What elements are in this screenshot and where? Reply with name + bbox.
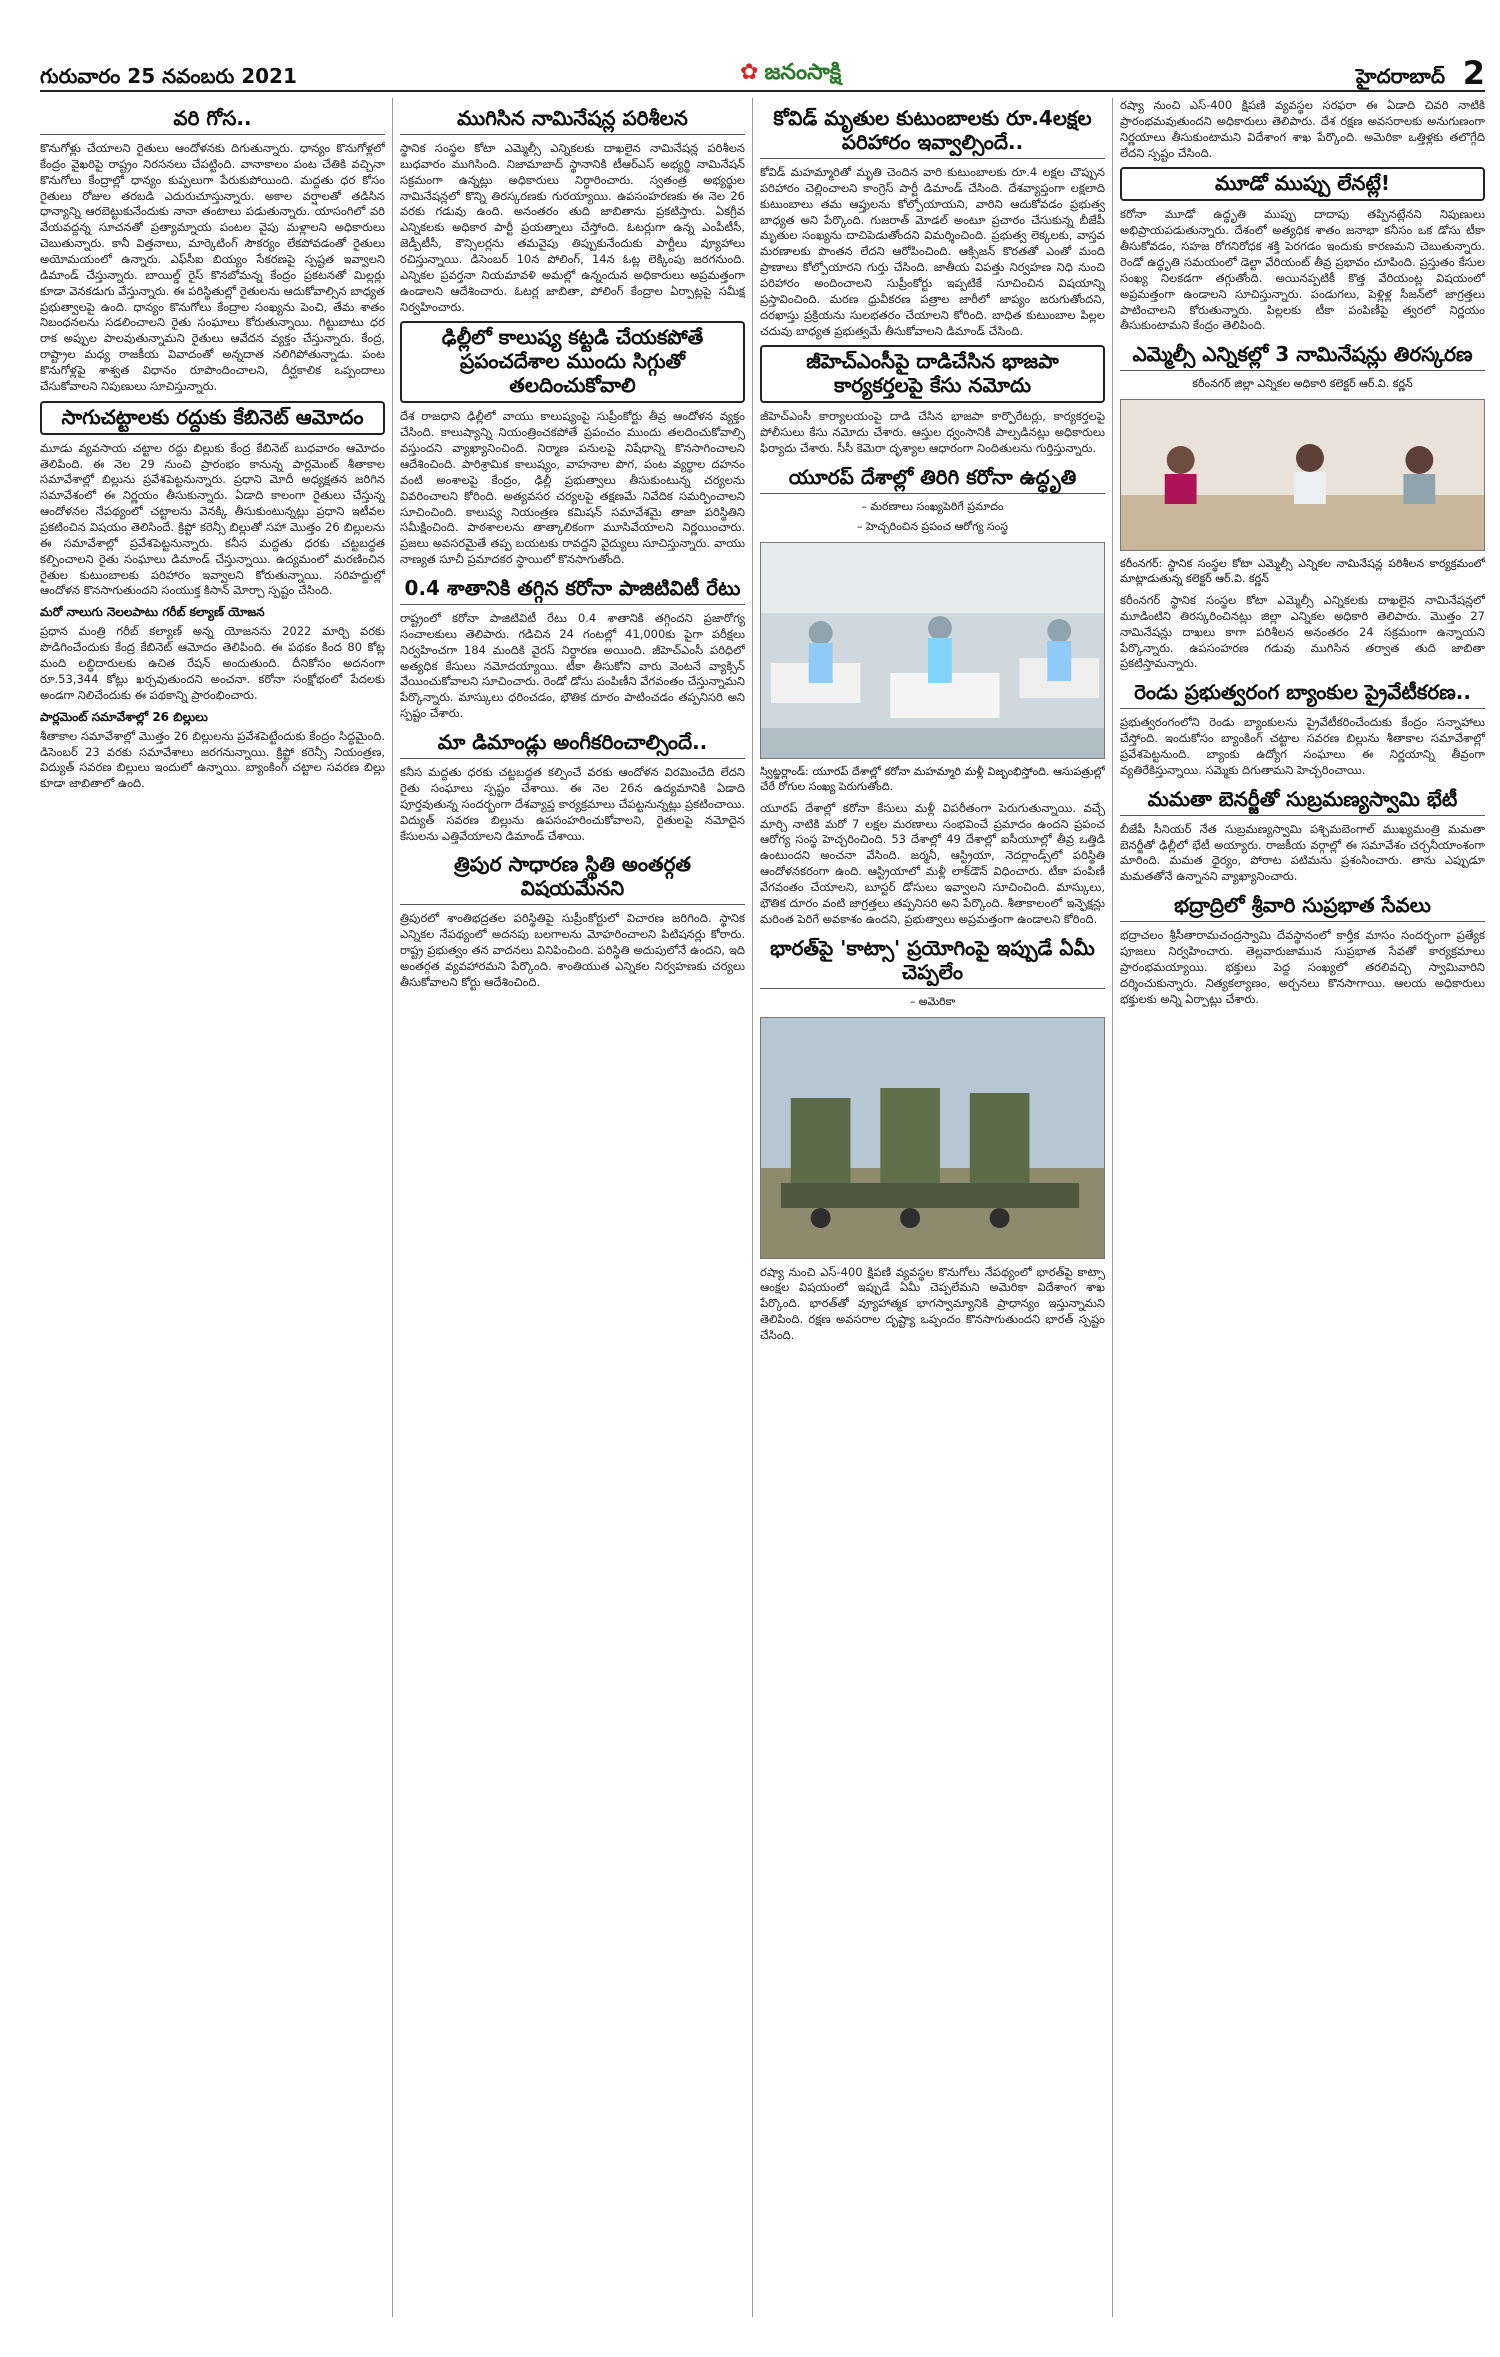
hospital-photo [760, 542, 1105, 759]
article-body: కోవిడ్ మహమ్మారితో మృతి చెందిన వారి కుటుంబాలకు రూ.4 లక్షల చొప్పున పరిహారం చెల్లించాలని కాంగ్రెస్ పార్టీ డిమాండ్ చేసింది. దేశవ్యాప్తంగా లక్షలాది కుటుంబాలు తమ ఆప్తులను కోల్పోయాయని, వారిని ఆదుకోవడం ప్రభుత్వ బాధ్యత అని పేర్కొంది. గుజరాత్ మోడల్ అంటూ ప్రచారం చేసుకున్న బీజేపీ మృతుల సంఖ్యను దాచిపెడుతోందని విమర్శించింది. ప్రభుత్వ లెక్కలకు, వాస్తవ మరణాలకు పొంతన లేదని ఆరోపించింది. ఆక్సిజన్ కొరతతో ఎంతో మంది ప్రాణాలు కోల్పోయారని గుర్తు చేసింది. జాతీయ విపత్తు నిర్వహణ నిధి నుంచి పరిహారం అందించాలని సుప్రీంకోర్టు ఇప్పటికే సూచించిన విషయాన్ని ప్రస్తావించింది. మరణ ధ్రువీకరణ పత్రాల జారీలో జాప్యం జరుగుతోందని, దరఖాస్తు ప్రక్రియను సులభతరం చేయాలని కోరింది. బాధిత కుటుంబాల పిల్లల చదువు బాధ్యత ప్రభుత్వమే తీసుకోవాలని డిమాండ్ చేసింది. [760, 165, 1105, 338]
photo-caption: కరీంనగర్: స్థానిక సంస్థల కోటా ఎమ్మెల్సీ ఎన్నికల నామినేషన్ల పరిశీలన కార్యక్రమంలో మాట్లాడుతున్న కలెక్టర్ ఆర్.వి. కర్ణన్ [1120, 557, 1485, 586]
newspaper-name: జనంసాక్షి [764, 60, 842, 85]
page-number: 2 [1462, 54, 1485, 92]
article-body: జీహెచ్ఎంసీ కార్యాలయంపై దాడి చేసిన భాజపా కార్పొరేటర్లు, కార్యకర్తలపై పోలీసులు కేసు నమోదు చేశారు. ఆస్తుల ధ్వంసానికి పాల్పడినట్లు అధికారులు ఫిర్యాదు చేశారు. సీసీ కెమెరా దృశ్యాల ఆధారంగా నిందితులను గుర్తిస్తున్నారు. [760, 409, 1105, 456]
column-2 [400, 98, 745, 2317]
column-4 [1120, 98, 1485, 2317]
article-body: స్థానిక సంస్థల కోటా ఎమ్మెల్సీ ఎన్నికలకు దాఖలైన నామినేషన్ల పరిశీలన బుధవారం ముగిసింది. నిజామాబాద్ స్థానానికి టీఆర్ఎస్ అభ్యర్థి నామినేషన్ సక్రమంగా ఉన్నట్లు అధికారులు నిర్ధారించారు. స్వతంత్ర అభ్యర్థుల నామినేషన్లలో కొన్ని తిరస్కరణకు గురయ్యాయి. ఉపసంహరణకు ఈ నెల 26 వరకు గడువు ఉంది. అనంతరం తుది జాబితాను ప్రకటిస్తారు. ఏకగ్రీవ ఎన్నికలకు అధికార పార్టీ ప్రయత్నాలు చేస్తోంది. ఓటర్లుగా ఉన్న ఎంపీటీసీ, జెడ్పీటీసీ, కౌన్సిలర్లను తమవైపు తిప్పుకునేందుకు పార్టీలు వ్యూహాలు రచిస్తున్నాయి. డిసెంబర్ 10న పోలింగ్, 14న ఓట్ల లెక్కింపు జరగనుంది. ఎన్నికల ప్రవర్తనా నియమావళి అమల్లో ఉన్నందున అధికారులు అప్రమత్తంగా ఉండాలని ఆదేశించారు. ఓటర్ల జాబితా, పోలింగ్ కేంద్రాల ఏర్పాట్లపై సమీక్ష నిర్వహించారు. [400, 141, 745, 314]
headline: మమతా బెనర్జీతో సుబ్రమణ్యస్వామి భేటీ [1120, 785, 1485, 816]
article-body: కనీస మద్దతు ధరకు చట్టబద్ధత కల్పించే వరకు ఆందోళన విరమించేది లేదని రైతు సంఘాలు స్పష్టం చేశాయి. ఈ నెల 26న ఉద్యమానికి ఏడాది పూర్తవుతున్న సందర్భంగా దేశవ్యాప్త కార్యక్రమాలు చేపట్టనున్నట్లు ప్రకటించాయి. విద్యుత్ సవరణ బిల్లును ఉపసంహరించుకోవాలని, రైతులపై నమోదైన కేసులను ఎత్తివేయాలని డిమాండ్ చేశాయి. [400, 765, 745, 843]
article-body: కరోనా మూడో ఉద్ధృతి ముప్పు దాదాపు తప్పినట్లేనని నిపుణులు అభిప్రాయపడుతున్నారు. దేశంలో అత్యధిక శాతం జనాభా కనీసం ఒక డోసు టీకా తీసుకోవడం, సహజ రోగనిరోధక శక్తి పెరగడం ఇందుకు కారణమని చెబుతున్నారు. రెండో ఉద్ధృతి సమయంలో డెల్టా వేరియంట్ తీవ్ర ప్రభావం చూపింది. ప్రస్తుతం కేసుల సంఖ్య నిలకడగా తగ్గుతోంది. అయినప్పటికీ కొత్త వేరియంట్ల విషయంలో అప్రమత్తంగా ఉండాలని సూచిస్తున్నారు. పండుగలు, పెళ్లిళ్ల సీజన్‌లో జాగ్రత్తలు పాటించాలని కోరుతున్నారు. పిల్లలకు టీకా పంపిణీపై త్వరలో నిర్ణయం తీసుకుంటామని కేంద్రం తెలిపింది. [1120, 207, 1485, 333]
headline: త్రిపుర సాధారణ స్థితి అంతర్గత విషయమేనని [400, 850, 745, 905]
column-1 [40, 98, 385, 2317]
headline: భారత్‌పై 'కాట్సా' ప్రయోగింపై ఇప్పుడే ఏమీ చెప్పలేం [760, 934, 1105, 989]
article-body: రష్యా నుంచి ఎస్-400 క్షిపణి వ్యవస్థల కొనుగోలు నేపథ్యంలో భారత్‌పై కాట్సా ఆంక్షల విషయంలో ఇప్పుడే ఏమీ చెప్పలేమని అమెరికా విదేశాంగ శాఖ పేర్కొంది. భారత్‌తో వ్యూహాత్మక భాగస్వామ్యానికి ప్రాధాన్యం ఇస్తున్నామని తెలిపింది. రక్షణ అవసరాల దృష్ట్యా ఒప్పందం కొనసాగుతుందని భారత్ స్పష్టం చేసింది. [760, 1264, 1105, 1343]
article-body: ప్రభుత్వరంగంలోని రెండు బ్యాంకులను ప్రైవేటీకరించేందుకు కేంద్రం సన్నాహాలు చేస్తోంది. ఇందుకోసం బ్యాంకింగ్ చట్టాల సవరణ బిల్లును శీతాకాల సమావేశాల్లో ప్రవేశపెట్టనుంది. బ్యాంకు ఉద్యోగ సంఘాలు ఈ నిర్ణయాన్ని తీవ్రంగా వ్యతిరేకిస్తున్నాయి. సమ్మెకు దిగుతామని హెచ్చరించాయి. [1120, 715, 1485, 777]
headline: ముగిసిన నామినేషన్ల పరిశీలన [400, 104, 745, 135]
article-body: బీజేపీ సీనియర్ నేత సుబ్రమణ్యస్వామి పశ్చిమబెంగాల్ ముఖ్యమంత్రి మమతా బెనర్జీతో ఢిల్లీలో భేటీ అయ్యారు. రాజకీయ వర్గాల్లో ఈ సమావేశం చర్చనీయాంశంగా మారింది. మమత ధైర్యం, పోరాట పటిమను ప్రశంసించారు. తాను ఎప్పుడూ మమతతోనే ఉన్నానని వ్యాఖ్యానించారు. [1120, 821, 1485, 884]
headline: కోవిడ్ మృతుల కుటుంబాలకు రూ.4లక్షల పరిహారం ఇవ్వాల్సిందే.. [760, 104, 1105, 159]
masthead [40, 54, 1485, 92]
edition-city: హైదరాబాద్ [1355, 64, 1445, 88]
subheading: కరీంనగర్ జిల్లా ఎన్నికల అధికారి కలెక్టర్ ఆర్.వి. కర్ణన్ [1192, 377, 1413, 391]
article-body: రాష్ట్రంలో కరోనా పాజిటివిటీ రేటు 0.4 శాతానికి తగ్గిందని ప్రజారోగ్య సంచాలకులు తెలిపారు. గడిచిన 24 గంటల్లో 41,000కు పైగా పరీక్షలు నిర్వహించగా 184 మందికి వైరస్ నిర్ధారణ అయింది. జీహెచ్ఎంసీ పరిధిలో అత్యధిక కేసులు నమోదయ్యాయి. టీకా తీసుకోని వారు వెంటనే వ్యాక్సిన్ వేయించుకోవాలని సూచించారు. రెండో డోసు పంపిణీని వేగవంతం చేస్తున్నామని పేర్కొన్నారు. మాస్కులు ధరించడం, భౌతిక దూరం పాటించడం తప్పనిసరి అని స్పష్టం చేశారు. [400, 611, 745, 721]
section-heading: మరో నాలుగు నెలలపాటు గరీబ్ కల్యాణ్ యోజన [40, 605, 265, 620]
article-body: కొనుగోళ్లు చేయాలని రైతులు ఆందోళనకు దిగుతున్నారు. ధాన్యం కొనుగోళ్లలో కేంద్రం వైఖరిపై రాష్ట్రం నిరసనలు చేపట్టింది. వానాకాలం పంట చేతికి వచ్చినా కొనుగోలు కేంద్రాల్లో ధాన్యం కుప్పలుగా పేరుకుపోయింది. మద్దతు ధర కోసం రైతులు రోజుల తరబడి ఎదురుచూస్తున్నారు. అకాల వర్షాలతో తడిసిన ధాన్యాన్ని ఆరబెట్టుకునేందుకు నానా తంటాలు పడుతున్నారు. యాసంగిలో వరి వేయవద్దన్న సూచనతో ప్రత్యామ్నాయ పంటల వైపు మళ్లాలని అధికారులు చెబుతున్నారు. కానీ విత్తనాలు, మార్కెటింగ్ సౌకర్యం లేకపోవడంతో రైతులు అయోమయంలో ఉన్నారు. ఎఫ్‌సీఐ బియ్యం సేకరణపై స్పష్టత ఇవ్వాలని డిమాండ్ చేస్తున్నారు. బాయిల్డ్ రైస్ కొనబోమన్న కేంద్రం ప్రకటనతో మిల్లర్లు కూడా వెనకడుగు వేస్తున్నారు. ఈ పరిస్థితుల్లో రైతులను ఆదుకోవాల్సిన బాధ్యత ప్రభుత్వాలపై ఉంది. ధాన్యం కొనుగోలు కేంద్రాల సంఖ్యను పెంచి, తేమ శాతం నిబంధనలను సడలించాలని రైతు సంఘాలు కోరుతున్నాయి. గిట్టుబాటు ధర రాక అప్పుల పాలవుతున్నామని రైతులు ఆవేదన వ్యక్తం చేస్తున్నారు. కేంద్ర, రాష్ట్రాల మధ్య రాజకీయ వివాదంతో అన్నదాత నలిగిపోతున్నాడు. పంట కొనుగోళ్లపై శాశ్వత విధానం రూపొందించాలని, దీర్ఘకాలిక ఒప్పందాలు చేసుకోవాలని నిపుణులు సూచిస్తున్నారు. [40, 141, 385, 393]
headline: ఎమ్మెల్సీ ఎన్నికల్లో 3 నామినేషన్లు తిరస్కరణ [1120, 340, 1485, 371]
meeting-photo [1120, 399, 1485, 551]
leaf-icon: ✿ [740, 60, 759, 85]
headline: మా డిమాండ్లు అంగీకరించాల్సిందే.. [400, 728, 745, 759]
newspaper-logo [740, 60, 841, 90]
headline: భద్రాద్రిలో శ్రీవారి సుప్రభాత సేవలు [1120, 891, 1485, 922]
article-body: కరీంనగర్ స్థానిక సంస్థల కోటా ఎమ్మెల్సీ ఎన్నికలకు దాఖలైన నామినేషన్లలో మూడింటిని తిరస్కరించినట్లు జిల్లా ఎన్నికల అధికారి తెలిపారు. మొత్తం 27 నామినేషన్లు దాఖలు కాగా పరిశీలన అనంతరం 24 సక్రమంగా ఉన్నాయని పేర్కొన్నారు. ఉపసంహరణ గడువు ముగిసిన తర్వాత తుది జాబితా ప్రకటిస్తామన్నారు. [1120, 593, 1485, 671]
photo-caption: స్విట్జర్లాండ్: యూరప్ దేశాల్లో కరోనా మహమ్మారి మళ్లీ విజృంభిస్తోంది. ఆసుపత్రుల్లో చేరే రోగుల సంఖ్య పెరుగుతోంది. [760, 765, 1105, 793]
headline: వరి గోస.. [40, 104, 385, 135]
article-body: యూరప్ దేశాల్లో కరోనా కేసులు మళ్లీ విపరీతంగా పెరుగుతున్నాయి. వచ్చే మార్చి నాటికి మరో 7 లక్షల మరణాలు సంభవించే ప్రమాదం ఉందని ప్రపంచ ఆరోగ్య సంస్థ హెచ్చరించింది. 53 దేశాల్లో 49 దేశాల్లో ఐసీయూల్లో తీవ్ర ఒత్తిడి ఉంటుందని అంచనా వేసింది. జర్మనీ, ఆస్ట్రియా, నెదర్లాండ్స్‌లో పరిస్థితి ఆందోళనకరంగా ఉంది. ఆస్ట్రియాలో మళ్లీ లాక్‌డౌన్ విధించారు. టీకా పంపిణీ వేగవంతం చేయాలని, బూస్టర్ డోసులు ఇవ్వాలని సూచించింది. మాస్కులు, భౌతిక దూరం వంటి జాగ్రత్తలు తప్పనిసరి అని పేర్కొంది. శీతాకాలంలో ఇన్ఫెక్షన్లు మరింత పెరిగే అవకాశం ఉందని, ప్రభుత్వాలు అప్రమత్తంగా ఉండాలని కోరింది. [760, 800, 1105, 926]
hospital-ward-image [761, 543, 1104, 758]
column-divider [1112, 98, 1113, 2317]
headline: సాగుచట్టాలకు రద్దుకు కేబినెట్ ఆమోదం [40, 401, 385, 435]
missile-system-image [761, 1018, 1104, 1258]
headline: మూడో ముప్పు లేనట్లే! [1120, 167, 1485, 201]
article-body: త్రిపురలో శాంతిభద్రతల పరిస్థితిపై సుప్రీంకోర్టులో విచారణ జరిగింది. స్థానిక ఎన్నికల నేపథ్యంలో అదనపు బలగాలను మోహరించాలని పిటిషనర్లు కోరారు. రాష్ట్ర ప్రభుత్వం తన వాదనలు వినిపించింది. పరిస్థితి అదుపులోనే ఉందని, ఇది అంతర్గత వ్యవహారమని పేర్కొంది. శాంతియుత ఎన్నికల నిర్వహణకు చర్యలు తీసుకోవాలని కోర్టు ఆదేశించింది. [400, 911, 745, 989]
subheading: – హెచ్చరించిన ప్రపంచ ఆరోగ్య సంస్థ [856, 520, 1009, 534]
headline: 0.4 శాతానికి తగ్గిన కరోనా పాజిటివిటీ రేటు [400, 574, 745, 605]
headline: రెండు ప్రభుత్వరంగ బ్యాంకుల ప్రైవేటీకరణ.. [1120, 678, 1485, 709]
column-divider [392, 98, 393, 2317]
article-body: మూడు వ్యవసాయ చట్టాల రద్దు బిల్లుకు కేంద్ర కేబినెట్ బుధవారం ఆమోదం తెలిపింది. ఈ నెల 29 నుంచి ప్రారంభం కానున్న పార్లమెంట్ శీతాకాల సమావేశాల్లో బిల్లును ప్రవేశపెట్టనున్నారు. ప్రధాని మోదీ అధ్యక్షతన జరిగిన సమావేశంలో ఈ నిర్ణయం తీసుకున్నారు. ఏడాది కాలంగా రైతులు చేస్తున్న ఆందోళనల నేపథ్యంలో చట్టాలను వెనక్కి తీసుకుంటున్నట్లు ప్రధాని ఇటీవల ప్రకటించిన విషయం తెలిసిందే. క్రిప్టో కరెన్సీ బిల్లుతో సహా మొత్తం 26 బిల్లులను ఈ సమావేశాల్లో ప్రవేశపెట్టనున్నారు. కనీస మద్దతు ధరకు చట్టబద్ధత కల్పించాలని రైతు సంఘాలు డిమాండ్ చేస్తున్నాయి. ఉద్యమంలో మరణించిన రైతుల కుటుంబాలకు పరిహారం ఇవ్వాలని కోరుతున్నాయి. సరిహద్దుల్లో ఆందోళన కొనసాగుతుందని సంయుక్త కిసాన్ మోర్చా స్పష్టం చేసింది. [40, 440, 385, 598]
missile-photo [760, 1017, 1105, 1259]
article-body: శీతాకాల సమావేశాల్లో మొత్తం 26 బిల్లులను ప్రవేశపెట్టేందుకు కేంద్రం సిద్ధమైంది. డిసెంబర్ 23 వరకు సమావేశాలు జరగనున్నాయి. క్రిప్టో కరెన్సీ నియంత్రణ, విద్యుత్ సవరణ బిల్లులు ఇందులో ఉన్నాయి. బ్యాంకింగ్ చట్టాల సవరణ బిల్లు కూడా జాబితాలో ఉంది. [40, 728, 385, 791]
column-divider [752, 98, 753, 2317]
article-body: రష్యా నుంచి ఎస్-400 క్షిపణి వ్యవస్థల సరఫరా ఈ ఏడాది చివరి నాటికి ప్రారంభమవుతుందని అధికారులు తెలిపారు. దేశ రక్షణ అవసరాలకు అనుగుణంగా నిర్ణయాలు తీసుకుంటామని విదేశాంగ శాఖ పేర్కొంది. అమెరికా ఒత్తిళ్లకు తలొగ్గేది లేదని స్పష్టం చేసింది. [1120, 98, 1485, 160]
article-body: ప్రధాన మంత్రి గరీబ్ కల్యాణ్ అన్న యోజనను 2022 మార్చి వరకు పొడిగించేందుకు కేంద్ర కేబినెట్ ఆమోదం తెలిపింది. ఈ పథకం కింద 80 కోట్ల మంది లబ్ధిదారులకు ఉచిత రేషన్ అందుతుంది. దీనికోసం అదనంగా రూ.53,344 కోట్లు ఖర్చవుతుందని అంచనా. కరోనా సంక్షోభంలో పేదలకు అండగా నిలిచేందుకు ఈ పథకాన్ని ప్రారంభించారు. [40, 624, 385, 702]
article-body: భద్రాచలం శ్రీసీతారామచంద్రస్వామి దేవస్థానంలో కార్తీక మాసం సందర్భంగా ప్రత్యేక పూజలు నిర్వహించారు. తెల్లవారుజామున సుప్రభాత సేవతో కార్యక్రమాలు ప్రారంభమయ్యాయి. భక్తులు పెద్ద సంఖ్యలో తరలివచ్చి స్వామివారిని దర్శించుకున్నారు. నిత్యకల్యాణం, అర్చనలు కొనసాగాయి. ఆలయ అధికారులు భక్తులకు అన్ని ఏర్పాట్లు చేశారు. [1120, 928, 1485, 1006]
headline: యూరప్ దేశాల్లో తిరిగి కరోనా ఉద్ధృతి [760, 463, 1105, 494]
article-body: దేశ రాజధాని ఢిల్లీలో వాయు కాలుష్యంపై సుప్రీంకోర్టు తీవ్ర ఆందోళన వ్యక్తం చేసింది. కాలుష్యాన్ని నియంత్రించకపోతే ప్రపంచం ముందు తలదించుకోవాల్సి వస్తుందని వ్యాఖ్యానించింది. నిర్మాణ పనులపై నిషేధాన్ని కొనసాగించాలని ఆదేశించింది. పారిశ్రామిక కాలుష్యం, వాహనాల పొగ, పంట వ్యర్థాల దహనం వంటి అంశాలపై కేంద్రం, ఢిల్లీ ప్రభుత్వాలు తీసుకుంటున్న చర్యలను వివరించాలని కోరింది. అత్యవసర చర్యలపై తక్షణమే నివేదిక సమర్పించాలని సూచించింది. కాలుష్య నియంత్రణ కమిషన్ సమావేశమై తాజా పరిస్థితిని సమీక్షించింది. పాఠశాలలను తాత్కాలికంగా మూసివేయాలని నిర్ణయించారు. ప్రజలు అవసరమైతే తప్ప బయటకు రావద్దని వైద్యులు సూచిస్తున్నారు. వాయు నాణ్యత సూచీ ప్రమాదకర స్థాయిలో కొనసాగుతోంది. [400, 409, 745, 567]
headline: ఢిల్లీలో కాలుష్య కట్టడి చేయకపోతే ప్రపంచదేశాల ముందు సిగ్గుతో తలదించుకోవాలి [400, 321, 745, 403]
meeting-image [1121, 400, 1484, 550]
issue-date: గురువారం 25 నవంబరు 2021 [40, 64, 297, 88]
subheading: – మరణాలు సంఖ్యపెరిగే ప్రమాదం [861, 500, 1004, 514]
section-heading: పార్లమెంట్ సమావేశాల్లో 26 బిల్లులు [40, 709, 208, 724]
column-3 [760, 98, 1105, 2317]
headline: జీహెచ్ఎంసీపై దాడిచేసిన భాజపా కార్యకర్తలపై కేసు నమోదు [760, 345, 1105, 403]
subheading: – అమెరికా [909, 994, 956, 1008]
